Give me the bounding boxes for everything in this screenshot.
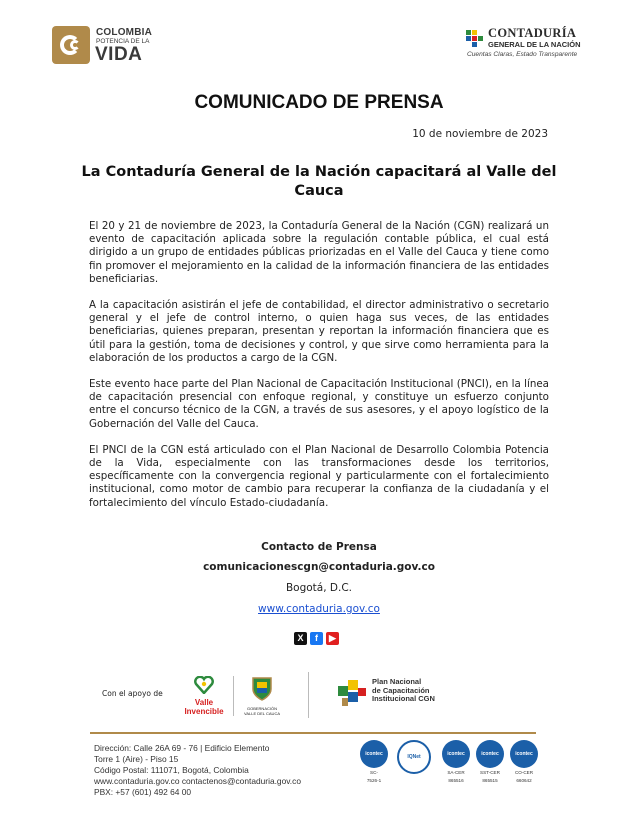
icontec-icon: icontec bbox=[510, 740, 538, 768]
contact-email: comunicacionescgn@contaduria.gov.co bbox=[203, 561, 435, 573]
iqnet-icon: IQNet bbox=[397, 740, 431, 774]
footer-divider bbox=[90, 732, 536, 734]
pnci-logo-line3: Institucional CGN bbox=[372, 694, 435, 703]
address-line: Código Postal: 111071, Bogotá, Colombia bbox=[94, 765, 249, 775]
cert-code: SST-CER bbox=[480, 770, 500, 775]
cert-code: 865516 bbox=[448, 777, 464, 783]
footer-address bbox=[94, 743, 301, 798]
press-headline: La Contaduría General de la Nación capacitará al Valle del Cauca bbox=[81, 164, 557, 199]
cert-code: CO-CER bbox=[514, 770, 534, 775]
cert-code: SC- bbox=[370, 770, 378, 775]
cgn-logo-line1: CONTADURÍA bbox=[488, 26, 577, 40]
pnci-mark-icon bbox=[336, 678, 368, 710]
icontec-icon: icontec bbox=[476, 740, 504, 768]
body-paragraph: El 20 y 21 de noviembre de 2023, la Contaduría General de la Nación (CGN) realizará un evento de capacitación aplicada sobre la regulación contable pública, el cual está dirigido a un grupo de entidades públicas priorizadas en el Valle del Cauca y tiene como fin promover el mejoramiento en la calidad de la información financiera de las entidades beneficiarias. bbox=[89, 220, 549, 285]
page-title: COMUNICADO DE PRENSA bbox=[194, 92, 444, 113]
certifications bbox=[360, 740, 550, 798]
cert-code: 660642 bbox=[516, 777, 532, 783]
contact-title: Contacto de Prensa bbox=[261, 541, 377, 553]
divider bbox=[233, 676, 234, 716]
address-line: PBX: +57 (601) 492 64 00 bbox=[94, 787, 192, 797]
pnci-logo-line1: Plan Nacional bbox=[372, 677, 422, 686]
gob-logo-line2: VALLE DEL CAUCA bbox=[243, 711, 280, 716]
press-date: 10 de noviembre de 2023 bbox=[412, 128, 548, 140]
cert-code: 7526-1 bbox=[366, 777, 382, 783]
cert-code: 865515 bbox=[482, 777, 498, 783]
cgn-logo-slogan: Cuentas Claras, Estado Transparente bbox=[467, 51, 578, 58]
coat-of-arms-icon bbox=[251, 676, 273, 702]
certification-badge bbox=[360, 740, 388, 783]
cgn-logo-line2: GENERAL DE LA NACIÓN bbox=[488, 40, 581, 49]
valle-invencible-logo bbox=[178, 676, 230, 716]
certification-badge bbox=[476, 740, 504, 783]
colombia-logo-line2: POTENCIA DE LA bbox=[96, 38, 150, 45]
icontec-icon: icontec bbox=[442, 740, 470, 768]
social-links bbox=[294, 632, 339, 645]
icontec-icon: icontec bbox=[360, 740, 388, 768]
contact-website-link[interactable]: www.contaduria.gov.co bbox=[258, 603, 380, 615]
body-paragraph: El PNCI de la CGN está articulado con el Plan Nacional de Desarrollo Colombia Potencia de la Vida, especialmente con las transformaciones desde los territorios, específicamente con la convergencia regional y particularmente con el fortalecimiento institucional, como motor de cambio para recuperar la confianza de la ciudadanía y el fortalecimiento del vínculo Estado-ciudadanía. bbox=[89, 443, 549, 509]
youtube-icon[interactable]: ▶ bbox=[326, 632, 339, 645]
colombia-logo-line3: VIDA bbox=[95, 44, 143, 65]
valle-logo-line2: Invencible bbox=[184, 707, 224, 716]
press-body bbox=[89, 220, 549, 523]
cgn-logo bbox=[464, 26, 594, 62]
cert-code: SA-CER bbox=[447, 770, 465, 775]
pnci-logo-line2: de Capacitación bbox=[372, 685, 430, 695]
facebook-icon[interactable]: f bbox=[310, 632, 323, 645]
certification-badge bbox=[400, 740, 428, 774]
address-line: Torre 1 (Aire) - Piso 15 bbox=[94, 754, 179, 764]
body-paragraph: Este evento hace parte del Plan Nacional de Capacitación Institucional (PNCI), en la línea de capacitación presencial con enfoque regional, y constituye un esfuerzo conjunto entre el concurso técnico de la CGN, a través de sus asesores, y el apoyo logístico de la Gobernación del Valle del Cauca. bbox=[89, 378, 549, 430]
divider bbox=[308, 672, 309, 718]
gobernacion-valle-logo bbox=[240, 676, 284, 716]
colombia-logo-line1: COLOMBIA bbox=[96, 27, 153, 38]
address-line: www.contaduria.gov.co contactenos@contaduria.gov.co bbox=[94, 776, 301, 786]
certification-badge bbox=[442, 740, 470, 783]
certification-badge bbox=[510, 740, 538, 783]
support-label: Con el apoyo de bbox=[102, 689, 163, 698]
body-paragraph: A la capacitación asistirán el jefe de contabilidad, el director administrativo o secretario general y el jefe de control interno, o quien haga sus veces, de las entidades beneficiarias, quienes preparan, presentan y reportan la información financiera que es útil para la gestión, toma de decisiones y control, y que sirve como herramienta para la elaboración de los productos a cargo de la CGN. bbox=[89, 299, 549, 364]
pnci-logo-text bbox=[372, 678, 435, 704]
colombia-logo-mark-icon bbox=[52, 26, 90, 64]
cgn-logo-mark-icon bbox=[464, 28, 484, 52]
contact-city: Bogotá, D.C. bbox=[285, 582, 353, 594]
valle-logo-line1: Valle bbox=[194, 698, 214, 707]
x-twitter-icon[interactable]: X bbox=[294, 632, 307, 645]
colombia-potencia-vida-logo bbox=[52, 26, 162, 64]
address-line: Dirección: Calle 26A 69 - 76 | Edificio Elemento bbox=[94, 743, 270, 753]
valle-heart-icon bbox=[194, 676, 214, 694]
pnci-logo bbox=[336, 676, 466, 716]
gob-logo-line1: GOBERNACIÓN bbox=[246, 706, 277, 711]
